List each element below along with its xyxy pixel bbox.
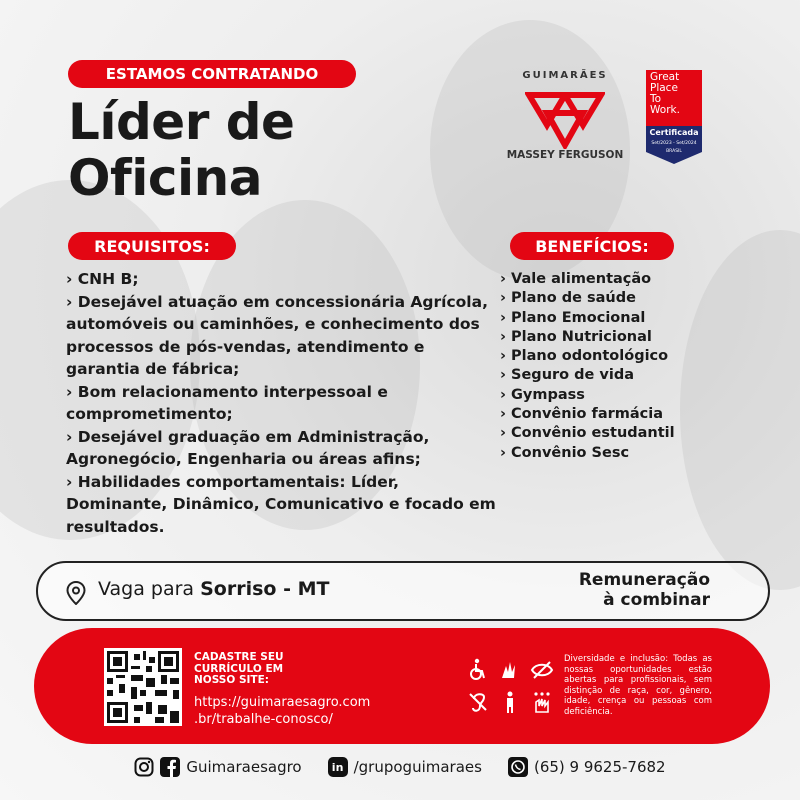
- gptw-country: BRASIL: [666, 149, 682, 154]
- braille-icon: [530, 690, 554, 714]
- benefits-heading-label: BENEFÍCIOS:: [535, 236, 649, 256]
- salary-line1: Remuneração: [578, 570, 710, 590]
- list-item: › CNH B;: [66, 268, 496, 291]
- social-handle[interactable]: [134, 757, 301, 777]
- job-title-line2: Oficina: [68, 149, 263, 207]
- list-item: › Desejável atuação em concessionária Agrícola, automóveis ou caminhões, e conhecimento dos processos de pós-vendas, atendimento e garantia de fábrica;: [66, 291, 496, 381]
- gptw-line: Place: [650, 82, 678, 94]
- apply-heading: [194, 652, 284, 687]
- qr-code[interactable]: [104, 648, 182, 726]
- facebook-icon: [160, 757, 180, 777]
- hiring-badge-label: ESTAMOS CONTRATANDO: [105, 65, 319, 83]
- list-item: › Desejável graduação em Administração, Agronegócio, Engenharia ou áreas afins;: [66, 426, 496, 471]
- list-item: › Seguro de vida: [500, 366, 740, 385]
- list-item: › Vale alimentação: [500, 270, 740, 289]
- list-item: › Convênio farmácia: [500, 405, 740, 424]
- apply-heading-line: NOSSO SITE:: [194, 674, 269, 686]
- apply-heading-line: CADASTRE SEU: [194, 651, 284, 663]
- careers-link-line1: https://guimaraesagro.com: [194, 695, 371, 710]
- linkedin-label: /grupoguimaraes: [353, 758, 482, 776]
- requirements-list: [66, 268, 496, 538]
- accessibility-icons: [466, 658, 558, 718]
- location-bar: [36, 561, 770, 621]
- location-city: Sorriso - MT: [200, 578, 330, 600]
- gptw-period: Set/2023 - Set/2024: [651, 141, 697, 146]
- footer-contacts: [0, 752, 800, 782]
- list-item: › Plano odontológico: [500, 347, 740, 366]
- sign-language-icon: [498, 658, 522, 682]
- list-item: › Bom relacionamento interpessoal e comprometimento;: [66, 381, 496, 426]
- gptw-line: Great: [650, 71, 680, 83]
- benefits-heading: [510, 232, 674, 260]
- location-text: [98, 578, 329, 600]
- company-name-top: GUIMARÃES: [522, 70, 608, 81]
- gptw-certified: Certificada: [649, 128, 699, 137]
- hearing-impaired-icon: [466, 690, 490, 714]
- qr-code-icon: [107, 651, 179, 723]
- salary-line2: à combinar: [603, 590, 710, 610]
- salary-text: [579, 570, 710, 610]
- gptw-line: Work.: [650, 104, 680, 116]
- diversity-text: Diversidade e inclusão: Todas as nossas oportunidades estão abertas para profissionais, sem distinção de raça, cor, gênero, idade, crença ou pessoas com deficiência.: [564, 654, 712, 717]
- list-item: › Plano de saúde: [500, 289, 740, 308]
- social-handle-label: Guimaraesagro: [186, 758, 302, 776]
- phone-label: (65) 9 9625-7682: [533, 758, 666, 776]
- careers-link-line2: .br/trabalhe-conosco/: [194, 712, 333, 727]
- company-name-bottom: MASSEY FERGUSON: [506, 149, 624, 161]
- linkedin-icon: in: [328, 757, 348, 777]
- hiring-badge: [68, 60, 356, 88]
- massey-ferguson-logo-icon: [525, 91, 605, 149]
- requirements-heading-label: REQUISITOS:: [94, 236, 210, 256]
- company-logo: [490, 68, 640, 172]
- apply-heading-line: CURRÍCULO EM: [194, 662, 284, 675]
- list-item: › Plano Nutricional: [500, 328, 740, 347]
- location-pin-icon: [66, 581, 86, 605]
- list-item: › Gympass: [500, 386, 740, 405]
- low-vision-icon: [530, 658, 554, 682]
- linkedin-link[interactable]: [328, 757, 482, 777]
- list-item: › Plano Emocional: [500, 309, 740, 328]
- list-item: › Convênio estudantil: [500, 424, 740, 443]
- careers-link[interactable]: [194, 694, 370, 728]
- job-title-line1: Líder de: [68, 93, 295, 151]
- instagram-icon: [134, 757, 154, 777]
- list-item: › Habilidades comportamentais: Líder, Dominante, Dinâmico, Comunicativo e focado em resultados.: [66, 471, 496, 539]
- whatsapp-icon: [508, 757, 528, 777]
- benefits-list: [500, 270, 740, 463]
- wheelchair-icon: [466, 658, 490, 682]
- job-title: [68, 94, 294, 206]
- whatsapp-link[interactable]: [508, 757, 666, 777]
- gptw-badge: [646, 70, 702, 166]
- requirements-heading: [68, 232, 236, 260]
- apply-panel: [34, 628, 770, 744]
- person-icon: [498, 690, 522, 714]
- gptw-line: To: [650, 93, 662, 105]
- list-item: › Convênio Sesc: [500, 444, 740, 463]
- location-prefix: Vaga para: [98, 578, 201, 600]
